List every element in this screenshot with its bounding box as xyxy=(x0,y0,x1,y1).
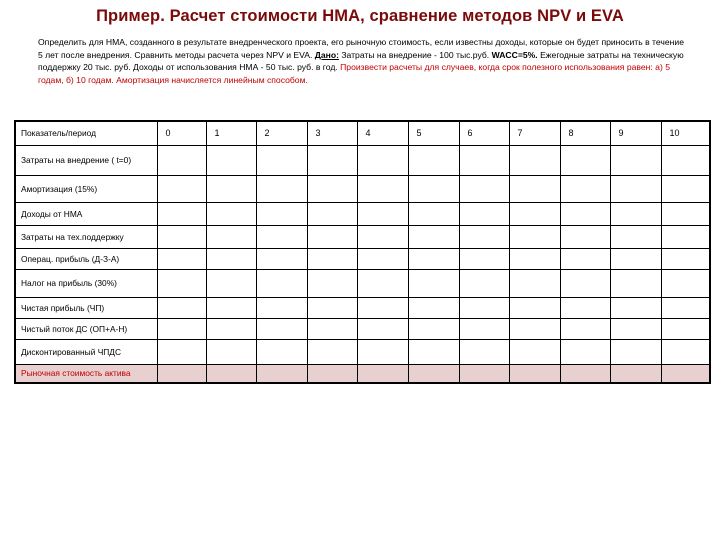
table-cell xyxy=(206,145,256,175)
table-cell xyxy=(408,364,459,383)
table-cell xyxy=(307,175,357,202)
table-cell xyxy=(661,364,710,383)
table-cell xyxy=(408,202,459,225)
table-cell xyxy=(157,175,206,202)
table-cell xyxy=(357,248,408,269)
table-cell xyxy=(206,175,256,202)
table-cell xyxy=(206,269,256,297)
row-label: Операц. прибыль (Д-З-А) xyxy=(15,248,157,269)
table-row xyxy=(15,297,710,318)
year-header: 8 xyxy=(560,121,610,145)
table-cell xyxy=(661,145,710,175)
year-header: 1 xyxy=(206,121,256,145)
table-cell xyxy=(610,269,661,297)
table-row xyxy=(15,339,710,364)
table-cell xyxy=(157,318,206,339)
year-header: 9 xyxy=(610,121,661,145)
table-cell xyxy=(357,269,408,297)
table-cell xyxy=(610,175,661,202)
row-label: Затраты на внедрение ( t=0) xyxy=(15,145,157,175)
table-cell xyxy=(256,248,307,269)
intro-text-2: Затраты на внедрение - 100 тыс.руб. xyxy=(341,49,490,60)
given-label: Дано: xyxy=(314,49,339,60)
table-cell xyxy=(459,225,509,248)
year-header: 2 xyxy=(256,121,307,145)
table-cell xyxy=(661,269,710,297)
table-cell xyxy=(307,339,357,364)
table-cell xyxy=(560,225,610,248)
table-cell xyxy=(509,269,560,297)
row-label: Налог на прибыль (30%) xyxy=(15,269,157,297)
table-row xyxy=(15,175,710,202)
table-cell xyxy=(560,145,610,175)
table-cell xyxy=(661,297,710,318)
table-cell xyxy=(509,339,560,364)
row-label: Рыночная стоимость актива xyxy=(15,364,157,383)
table-cell xyxy=(459,175,509,202)
table-cell xyxy=(610,339,661,364)
table-cell xyxy=(206,248,256,269)
table-cell xyxy=(307,318,357,339)
table-row xyxy=(15,248,710,269)
table-cell xyxy=(661,202,710,225)
row-label: Чистая прибыль (ЧП) xyxy=(15,297,157,318)
year-header: 3 xyxy=(307,121,357,145)
table-cell xyxy=(357,175,408,202)
table-cell xyxy=(459,269,509,297)
year-header: 0 xyxy=(157,121,206,145)
table-cell xyxy=(509,248,560,269)
table-cell xyxy=(307,225,357,248)
table-cell xyxy=(256,364,307,383)
table-cell xyxy=(256,175,307,202)
table-cell xyxy=(357,297,408,318)
table-footer-row xyxy=(15,364,710,383)
table-cell xyxy=(661,175,710,202)
table-cell xyxy=(157,225,206,248)
row-label: Амортизация (15%) xyxy=(15,175,157,202)
table-cell xyxy=(357,202,408,225)
intro-text-3: Ежегодные затраты на техническую поддержку 20 тыс. руб. Доходы от использования НМА - 50 тыс. руб. в год. xyxy=(38,49,684,73)
year-header: 5 xyxy=(408,121,459,145)
table-cell xyxy=(256,225,307,248)
table-cell xyxy=(610,202,661,225)
table-cell xyxy=(256,318,307,339)
table-cell xyxy=(408,297,459,318)
table-cell xyxy=(256,202,307,225)
table-row xyxy=(15,202,710,225)
table-cell xyxy=(206,318,256,339)
row-label: Затраты на тех.поддержку xyxy=(15,225,157,248)
table-cell xyxy=(560,202,610,225)
year-header: 6 xyxy=(459,121,509,145)
table-cell xyxy=(157,364,206,383)
table-row xyxy=(15,225,710,248)
table-cell xyxy=(206,339,256,364)
table-cell xyxy=(307,202,357,225)
table-cell xyxy=(610,364,661,383)
year-header: 10 xyxy=(661,121,710,145)
page-title: Пример. Расчет стоимости НМА, сравнение методов NPV и EVA xyxy=(96,7,624,25)
table-cell xyxy=(357,364,408,383)
table-cell xyxy=(509,175,560,202)
table-cell xyxy=(509,318,560,339)
table-cell xyxy=(509,145,560,175)
row-label: Чистый поток ДС (ОП+А-Н) xyxy=(15,318,157,339)
row-label: Дисконтированный ЧПДС xyxy=(15,339,157,364)
table-cell xyxy=(256,269,307,297)
table-cell xyxy=(610,248,661,269)
table-cell xyxy=(459,339,509,364)
table-header-row xyxy=(15,121,710,145)
table-row xyxy=(15,145,710,175)
table-cell xyxy=(560,175,610,202)
intro-text-1: Определить для НМА, созданного в результате внедренческого проекта, его рыночную стоимость, если известны доходы, которые он будет приносить в течение 5 лет после внедрения. Сравнить методы расчета через NPV и EVA. xyxy=(38,37,684,60)
table-cell xyxy=(459,318,509,339)
table-cell xyxy=(408,339,459,364)
table-cell xyxy=(157,145,206,175)
table-cell xyxy=(357,318,408,339)
table-cell xyxy=(560,318,610,339)
table-cell xyxy=(256,145,307,175)
table-cell xyxy=(157,269,206,297)
table-cell xyxy=(408,145,459,175)
table-cell xyxy=(256,297,307,318)
table-cell xyxy=(206,225,256,248)
table-cell xyxy=(610,318,661,339)
table-row xyxy=(15,269,710,297)
table-cell xyxy=(459,364,509,383)
table-cell xyxy=(509,202,560,225)
table-cell xyxy=(206,202,256,225)
table-cell xyxy=(459,248,509,269)
table-cell xyxy=(610,297,661,318)
table-cell xyxy=(459,145,509,175)
table-cell xyxy=(307,269,357,297)
table-cell xyxy=(206,364,256,383)
table-cell xyxy=(307,145,357,175)
table-cell xyxy=(357,145,408,175)
table-cell xyxy=(560,364,610,383)
table-cell xyxy=(206,297,256,318)
row-label: Доходы от НМА xyxy=(15,202,157,225)
table-cell xyxy=(661,225,710,248)
table-cell xyxy=(256,339,307,364)
table-cell xyxy=(408,248,459,269)
wacc-value: WACC=5%. xyxy=(491,49,538,60)
table-cell xyxy=(408,175,459,202)
table-cell xyxy=(509,297,560,318)
row-label: Показатель/период xyxy=(15,121,157,145)
table-row xyxy=(15,318,710,339)
problem-statement xyxy=(38,36,688,86)
table-cell xyxy=(408,318,459,339)
table-cell xyxy=(157,339,206,364)
table-cell xyxy=(357,225,408,248)
table-cell xyxy=(357,339,408,364)
table-cell xyxy=(408,269,459,297)
calculation-table xyxy=(14,120,711,384)
table-cell xyxy=(509,225,560,248)
task-text: Произвести расчеты для случаев, когда срок полезного использования равен: а) 5 годам, б) 10 годам. Амортизация начисляется линейным способом. xyxy=(38,62,670,85)
table-cell xyxy=(560,297,610,318)
table-cell xyxy=(560,248,610,269)
table-cell xyxy=(157,248,206,269)
table-cell xyxy=(307,248,357,269)
table-cell xyxy=(157,202,206,225)
table-cell xyxy=(307,297,357,318)
table-cell xyxy=(661,248,710,269)
year-header: 4 xyxy=(357,121,408,145)
table-cell xyxy=(661,339,710,364)
table-cell xyxy=(459,202,509,225)
table-cell xyxy=(560,339,610,364)
table-cell xyxy=(157,297,206,318)
table-cell xyxy=(459,297,509,318)
table-cell xyxy=(560,269,610,297)
year-header: 7 xyxy=(509,121,560,145)
table-cell xyxy=(408,225,459,248)
table-cell xyxy=(509,364,560,383)
table-cell xyxy=(307,364,357,383)
table-cell xyxy=(610,145,661,175)
table-cell xyxy=(661,318,710,339)
table-cell xyxy=(610,225,661,248)
